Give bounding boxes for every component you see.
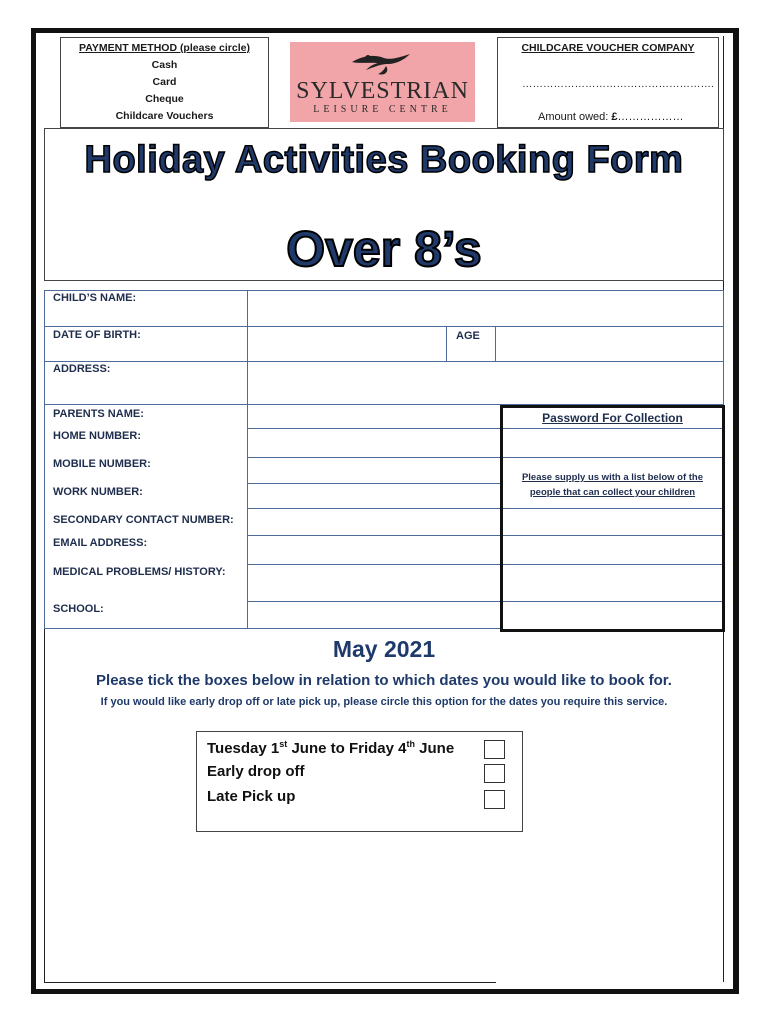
email-field[interactable] xyxy=(247,535,501,565)
secondary-contact-label: SECONDARY CONTACT NUMBER: xyxy=(53,514,234,526)
mobile-number-label: MOBILE NUMBER: xyxy=(53,458,151,470)
logo-name: SYLVESTRIAN xyxy=(296,78,469,104)
medical-field[interactable] xyxy=(247,564,501,602)
amount-owed-label: Amount owed: xyxy=(538,111,609,123)
voucher-company-title: CHILDCARE VOUCHER COMPANY xyxy=(521,42,695,54)
week-sup-st: st xyxy=(279,739,288,749)
email-label: EMAIL ADDRESS: xyxy=(53,537,148,549)
home-number-label: HOME NUMBER: xyxy=(53,430,141,442)
school-label: SCHOOL: xyxy=(53,603,104,615)
early-drop-off-checkbox[interactable] xyxy=(484,764,505,783)
collection-instructions-line2: people that can collect your children xyxy=(529,487,696,498)
tick-instruction: Please tick the boxes below in relation to which dates you would like to book for. xyxy=(96,672,672,689)
late-pick-up-label: Late Pick up xyxy=(207,788,296,805)
form-title: Holiday Activities Booking Form xyxy=(84,139,684,181)
week-middle: June to Friday 4 xyxy=(287,740,407,757)
week-sup-th: th xyxy=(406,739,415,749)
childs-name-field[interactable] xyxy=(247,290,724,327)
inner-bottom-line xyxy=(44,982,496,983)
work-number-label: WORK NUMBER: xyxy=(53,486,143,498)
collection-password-field[interactable] xyxy=(503,428,722,458)
collector-row-1[interactable] xyxy=(503,508,722,536)
pound-symbol: £ xyxy=(611,111,618,123)
address-field[interactable] xyxy=(247,361,724,405)
medical-label: MEDICAL PROBLEMS/ HISTORY: xyxy=(53,566,226,578)
address-label: ADDRESS: xyxy=(53,363,111,375)
payment-option-cheque[interactable]: Cheque xyxy=(145,93,184,105)
early-drop-off-label: Early drop off xyxy=(207,763,305,780)
parents-name-label: PARENTS NAME: xyxy=(53,408,144,420)
parents-name-field[interactable] xyxy=(247,404,501,429)
collector-row-2[interactable] xyxy=(503,564,722,602)
secondary-contact-field[interactable] xyxy=(247,508,501,536)
late-pick-up-checkbox[interactable] xyxy=(484,790,505,809)
collection-password-title: Password For Collection xyxy=(542,411,683,425)
payment-option-vouchers[interactable]: Childcare Vouchers xyxy=(115,110,214,122)
booking-month: May 2021 xyxy=(332,636,436,662)
voucher-company-box xyxy=(497,37,719,128)
week-prefix: Tuesday 1 xyxy=(207,740,280,757)
school-field[interactable] xyxy=(247,601,501,629)
form-subtitle: Over 8’s xyxy=(286,221,482,277)
age-field[interactable] xyxy=(495,326,724,362)
sylvestrian-logo xyxy=(290,42,475,122)
week-option-label xyxy=(207,739,454,757)
payment-option-cash[interactable]: Cash xyxy=(151,59,178,71)
amount-owed-field[interactable]: ……………… xyxy=(617,111,684,123)
home-number-field[interactable] xyxy=(247,428,501,458)
mobile-number-field[interactable] xyxy=(247,457,501,484)
childs-name-label: CHILD’S NAME: xyxy=(53,292,137,304)
week-suffix: June xyxy=(414,740,455,757)
amount-owed[interactable] xyxy=(538,111,684,123)
payment-method-box xyxy=(60,37,269,128)
work-number-field[interactable] xyxy=(247,483,501,509)
circle-instruction: If you would like early drop off or late pick up, please circle this option for the dates you require this service. xyxy=(100,696,668,708)
payment-method-title: PAYMENT METHOD (please circle) xyxy=(79,42,250,54)
logo-subtitle: LEISURE CENTRE xyxy=(313,104,452,115)
age-label: AGE xyxy=(456,330,480,342)
week-checkbox[interactable] xyxy=(484,740,505,759)
collection-instructions-line1: Please supply us with a list below of the xyxy=(521,472,704,483)
booking-options-box xyxy=(196,731,523,832)
payment-option-card[interactable]: Card xyxy=(152,76,177,88)
swimmer-icon xyxy=(348,48,418,78)
title-box xyxy=(44,128,724,281)
dob-label: DATE OF BIRTH: xyxy=(53,329,141,341)
voucher-company-field[interactable]: ………………………………………………. xyxy=(522,78,714,90)
dob-field[interactable] xyxy=(247,326,447,362)
